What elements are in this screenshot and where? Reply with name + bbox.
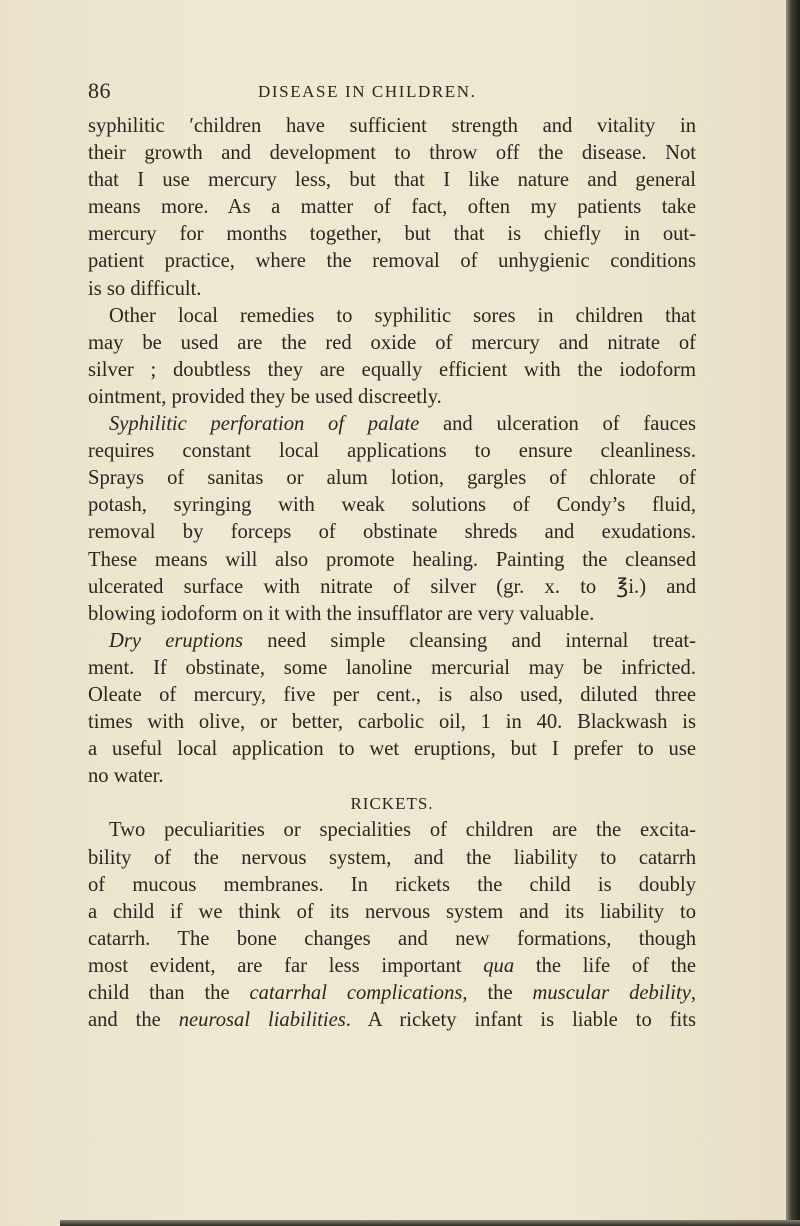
page-number: 86	[88, 78, 111, 103]
text-line: ointment, provided they be used discreetly.	[88, 385, 442, 408]
text-line: potash, syringing with weak solutions of Condy’s fluid,	[88, 494, 696, 517]
italic-term: Syphilitic perforation of palate	[109, 413, 420, 436]
text-line: their growth and development to throw off the disease. Not	[88, 142, 696, 165]
italic-term: neurosal liabilities	[178, 1009, 346, 1032]
text-line: is so difficult.	[88, 277, 202, 300]
text-line	[88, 628, 696, 655]
text-line	[88, 1007, 696, 1034]
text-line: silver ; doubtless they are equally efficient with the iodoform	[88, 358, 696, 381]
text-line: no water.	[88, 765, 164, 788]
text-span: and ulceration of fauces	[419, 413, 696, 436]
text-line: that I use mercury less, but that I like nature and general	[88, 169, 696, 192]
text-line	[88, 953, 696, 980]
text-span: child than the	[88, 982, 250, 1004]
text-span: most evident, are far less important	[88, 954, 484, 977]
text-line: bility of the nervous system, and the liability to catarrh	[88, 846, 696, 869]
text-span: . A rickety infant is liable to fits	[345, 1009, 696, 1032]
page-bottom-edge	[60, 1220, 800, 1226]
text-line: Sprays of sanitas or alum lotion, gargles of chlorate of	[88, 467, 696, 490]
text-line: times with olive, or better, carbolic oil, 1 in 40. Blackwash is	[88, 711, 696, 734]
section-heading: RICKETS.	[350, 794, 434, 814]
text-span: and the	[88, 1009, 179, 1032]
text-line: Other local remedies to syphilitic sores in children that	[109, 304, 696, 327]
text-line: ulcerated surface with nitrate of silver (gr. x. to ℥i.) and	[88, 575, 696, 598]
text-span: the life of the	[514, 954, 696, 977]
text-line: a child if we think of its nervous system and its liability to	[88, 900, 696, 923]
page-edge-shadow	[786, 0, 800, 1226]
italic-term: qua	[483, 954, 515, 977]
body-text	[88, 113, 696, 1034]
text-line	[88, 980, 696, 1007]
text-line: Oleate of mercury, five per cent., is also used, diluted three	[88, 683, 696, 706]
text-line	[88, 411, 696, 438]
text-span: ,	[690, 982, 696, 1004]
running-title: DISEASE IN CHILDREN.	[258, 82, 477, 101]
text-line: ment. If obstinate, some lanoline mercurial may be infricted.	[88, 656, 696, 679]
text-line: requires constant local applications to ensure cleanliness.	[88, 440, 696, 463]
text-span: need simple cleansing and internal treat-	[243, 629, 696, 652]
text-line: mercury for months together, but that is chiefly in out-	[88, 223, 696, 246]
text-line: syphilitic ʹchildren have sufficient strength and vitality in	[88, 115, 696, 137]
text-line: patient practice, where the removal of unhygienic conditions	[88, 250, 696, 273]
text-line: a useful local application to wet eruptions, but I prefer to use	[88, 738, 696, 761]
text-line: These means will also promote healing. Painting the cleansed	[88, 548, 696, 571]
text-line: may be used are the red oxide of mercury and nitrate of	[88, 331, 696, 354]
text-span: , the	[462, 982, 533, 1004]
text-line: means more. As a matter of fact, often my patients take	[88, 196, 696, 219]
italic-term: muscular debility	[532, 982, 691, 1004]
text-line: blowing iodoform on it with the insufflator are very valuable.	[88, 602, 595, 625]
text-line: Two peculiarities or specialities of children are the excita-	[109, 819, 696, 842]
text-line: removal by forceps of obstinate shreds and exudations.	[88, 521, 696, 544]
running-head	[88, 78, 708, 108]
italic-term: catarrhal complications	[249, 982, 463, 1004]
text-line: of mucous membranes. In rickets the child is doubly	[88, 873, 696, 896]
text-line: catarrh. The bone changes and new formations, though	[88, 927, 696, 950]
italic-term: Dry eruptions	[109, 629, 244, 652]
